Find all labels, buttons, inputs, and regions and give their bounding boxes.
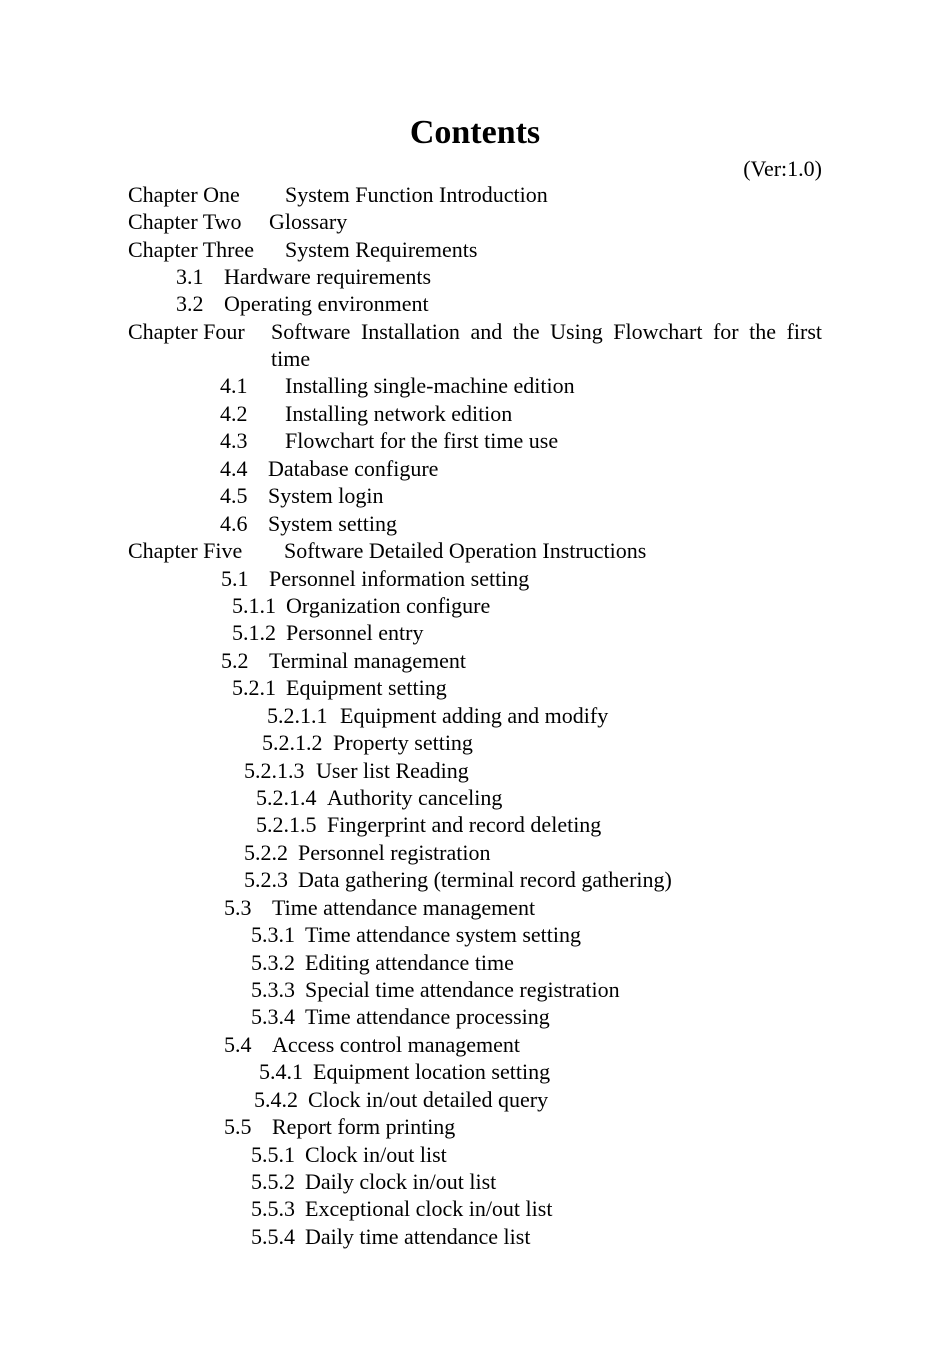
toc-entry-number: 5.1.2: [232, 620, 276, 645]
toc-entry-title: Authority canceling: [327, 785, 503, 810]
toc-entry-title: Terminal management: [269, 648, 466, 673]
toc-entry-title: Special time attendance registration: [305, 977, 620, 1002]
toc-entry-title: Daily time attendance list: [305, 1224, 531, 1249]
toc-entry-number: 5.3.2: [251, 950, 295, 975]
toc-entry-title: Equipment adding and modify: [340, 703, 609, 728]
toc-entry-title: Exceptional clock in/out list: [305, 1196, 553, 1221]
toc-entry-number: 5.2.1.3: [244, 758, 305, 783]
toc-entry-title: Access control management: [272, 1032, 521, 1057]
toc-entry-title: System login: [268, 483, 384, 508]
toc-entry-number: 5.2.3: [244, 867, 288, 892]
toc-entry-number: 5.2.1.2: [262, 730, 323, 755]
page-title: Contents: [409, 114, 541, 151]
toc-entry-number: Chapter Three: [128, 237, 255, 262]
toc-entry-title: Flowchart for the first time use: [285, 428, 559, 453]
toc-entry-title: Software Detailed Operation Instructions: [284, 538, 647, 563]
toc-entry-number: 5.2.1.4: [256, 785, 317, 810]
toc-entry-title: Organization configure: [286, 593, 491, 618]
toc-entry-title: System Requirements: [285, 237, 478, 262]
toc-entry-number: 5.4.2: [254, 1087, 298, 1112]
toc-entry-title: Personnel registration: [298, 840, 491, 865]
toc-entry-title: Personnel entry: [286, 620, 424, 645]
toc-entry-number: 5.3: [224, 895, 252, 920]
toc-entry-number: 5.3.1: [251, 922, 295, 947]
toc-entry-number: 4.2: [220, 401, 248, 426]
toc-entry-title: Equipment location setting: [313, 1059, 551, 1084]
toc-entry-title: Data gathering (terminal record gathering): [298, 867, 672, 892]
toc-entry-number: 4.6: [220, 511, 248, 536]
toc-entry-number: 5.5: [224, 1114, 252, 1139]
toc-entry-number: 4.4: [220, 456, 248, 481]
toc-entry-title: Glossary: [269, 209, 348, 234]
toc-entry-title: Hardware requirements: [224, 264, 432, 289]
toc-entry-title: System setting: [268, 511, 397, 536]
toc-entry-number: 5.4: [224, 1032, 252, 1057]
toc-entry-title: Clock in/out detailed query: [308, 1087, 549, 1112]
toc-entry-title: Equipment setting: [286, 675, 447, 700]
toc-entry-number: 5.2.1.1: [267, 703, 328, 728]
toc-entry-title: Database configure: [268, 456, 439, 481]
toc-entry-number: 5.5.4: [251, 1224, 295, 1249]
toc-entry-number: 4.1: [220, 373, 248, 398]
toc-entry-title: Operating environment: [224, 291, 429, 316]
toc-entry-number: 5.5.1: [251, 1142, 295, 1167]
toc-entry-number: 5.1.1: [232, 593, 276, 618]
toc-entry-number: 5.4.1: [259, 1059, 303, 1084]
toc-entry-title: Time attendance system setting: [305, 922, 581, 947]
toc-entry-number: 3.1: [176, 264, 204, 289]
toc-entry-number: 4.5: [220, 483, 248, 508]
toc-entry-number: 3.2: [176, 291, 204, 316]
toc-entry-title: Report form printing: [272, 1114, 456, 1139]
toc-entry-number: 5.2.1: [232, 675, 276, 700]
toc-entry-title: Clock in/out list: [305, 1142, 447, 1167]
toc-entry-number: Chapter Four: [128, 319, 245, 344]
toc-entry-title: Installing single-machine edition: [285, 373, 575, 398]
toc-entry-title: Installing network edition: [285, 401, 513, 426]
toc-entry-number: 4.3: [220, 428, 248, 453]
toc-entry-title: Property setting: [333, 730, 473, 755]
toc-entry-title: Software Installation and the Using Flowchart for the first time: [271, 319, 822, 371]
toc-entry-title: Time attendance management: [272, 895, 536, 920]
toc-entry-number: 5.2: [221, 648, 249, 673]
toc-entry-number: Chapter Five: [128, 538, 243, 563]
toc-entry-title: Time attendance processing: [305, 1004, 550, 1029]
toc-entry-number: 5.5.3: [251, 1196, 295, 1221]
toc-entry-title: Personnel information setting: [269, 566, 530, 591]
toc-entry-number: 5.2.1.5: [256, 812, 317, 837]
toc-entry-number: 5.3.3: [251, 977, 295, 1002]
toc-entry-title: Daily clock in/out list: [305, 1169, 497, 1194]
toc-entry-number: 5.3.4: [251, 1004, 295, 1029]
version-label: (Ver:1.0): [743, 156, 822, 181]
toc-entry-title: System Function Introduction: [285, 182, 548, 207]
toc-entry: [128, 318, 828, 372]
toc-entry-number: 5.2.2: [244, 840, 288, 865]
toc-entry-title: Fingerprint and record deleting: [327, 812, 602, 837]
toc-entry-title: User list Reading: [316, 758, 469, 783]
toc-entry-title: Editing attendance time: [305, 950, 514, 975]
toc-entry-number: Chapter Two: [128, 209, 242, 234]
toc-entry-number: Chapter One: [128, 182, 240, 207]
toc-entry-number: 5.5.2: [251, 1169, 295, 1194]
toc-entry-number: 5.1: [221, 566, 249, 591]
